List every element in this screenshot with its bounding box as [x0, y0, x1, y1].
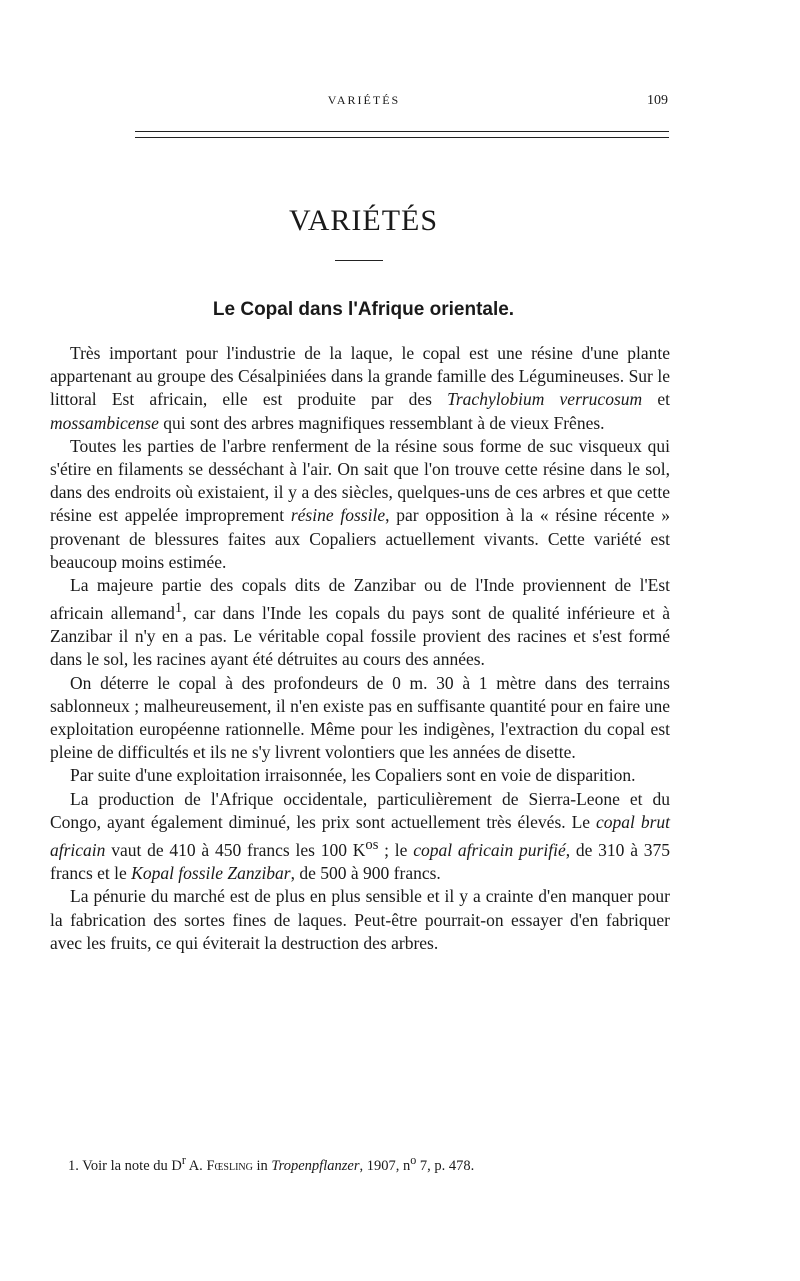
running-title: VARIÉTÉS [327, 93, 401, 107]
superscript: r [181, 1153, 186, 1167]
article-body [50, 342, 670, 955]
superscript: o [410, 1153, 417, 1167]
article-title: Le Copal dans l'Afrique orientale. [212, 299, 515, 320]
text-run: Toutes les parties de l'arbre renferment de la résine sous forme de suc visqueux qui s'étire en filaments se desséchant à l'air. On sait que l'on trouve cette résine dans le sol, dans des endroits où existaient, il y a des siècles, quelques-uns de ces arbres et que cette résine est appelée improprement [50, 435, 670, 526]
italic-term: résine fossile [290, 505, 386, 526]
paragraph-4: On déterre le copal à des profondeurs de 0 m. 30 à 1 mètre dans des terrains sablonneux ; malheureusement, il n'en existe pas en suffisante quantité pour en faire une exploitation européenne rationnelle. Même pour les indigènes, l'extraction du copal est pleine de difficultés et ils ne s'y livrent volontiers que les années de disette. [50, 672, 670, 763]
text-run: La majeure partie des copals dits de Zanzibar ou de l'Inde proviennent de l'Est africain allemand [50, 575, 670, 624]
header-rule-bottom [135, 137, 669, 138]
text-run: , par opposition à la « résine récente » provenant de blessures faites aux Copaliers actuellement vivants. Cette variété est beaucoup moins estimée. [50, 505, 671, 572]
section-title: VARIÉTÉS [288, 204, 439, 237]
paragraph-1 [50, 342, 670, 435]
text-run: 7, p. 478. [416, 1157, 475, 1174]
running-head [0, 93, 800, 113]
paragraph-7: La pénurie du marché est de plus en plus sensible et il y a crainte d'en manquer pour la fabrication des sortes fines de laques. Peut-être pourrait-on essayer d'en fabriquer avec les fruits, ce qui éviterait la destruction des arbres. [50, 886, 670, 953]
text-run: , car dans l'Inde les copals du pays sont de qualité inférieure et à Zanzibar il n'y en a pas. Le véritable copal fossile provient des racines et s'est formé dans le sol, les racines ayant été détruites au cours des années. [50, 603, 670, 670]
header-rule-top [135, 131, 669, 132]
paragraph-3 [50, 574, 670, 672]
paragraph-6 [50, 788, 670, 886]
text-run: Très important pour l'industrie de la laque, le copal est une résine d'une plante appartenant au groupe des Césalpiniées dans la grande famille des Légumineuses. Sur le littoral Est africain, elle est produite par des [50, 343, 670, 410]
paragraph-5: Par suite d'une exploitation irraisonnée, les Copaliers sont en voie de disparition. [70, 765, 636, 786]
text-run: La production de l'Afrique occidentale, particulièrement de Sierra-Leone et du Congo, ayant également diminué, les prix sont actuellement très élevés. Le [50, 788, 670, 832]
superscript: os [365, 837, 379, 854]
species-name: Trachylobium verrucosum [447, 389, 643, 410]
text-run: A. [185, 1157, 207, 1174]
italic-term: copal africain purifié [413, 839, 566, 860]
italic-term: Kopal fossile Zanzibar [131, 863, 291, 884]
journal-title: Tropenpflanzer [271, 1157, 360, 1174]
text-run: et [642, 389, 670, 410]
text-run: qui sont des arbres magnifiques ressemblant à de vieux Frênes. [158, 412, 605, 433]
text-run: , de 310 à 375 francs et le [50, 839, 670, 884]
page-number: 109 [647, 93, 668, 108]
text-run: in [252, 1157, 272, 1174]
author-name: Fœsling [206, 1157, 253, 1174]
paragraph-2 [50, 435, 670, 574]
footnote-ref: 1 [174, 600, 183, 617]
text-run: ; le [378, 839, 414, 860]
italic-term: copal brut africain [50, 811, 670, 860]
section-divider [335, 260, 383, 261]
text-run: 1. Voir la note du D [68, 1157, 182, 1174]
footnote [68, 1153, 668, 1175]
text-run: vaut de 410 à 450 francs les 100 K [105, 839, 366, 860]
text-run: , de 500 à 900 francs. [290, 863, 441, 884]
species-name: mossambicense [50, 412, 159, 433]
text-run: , 1907, n [359, 1157, 411, 1174]
